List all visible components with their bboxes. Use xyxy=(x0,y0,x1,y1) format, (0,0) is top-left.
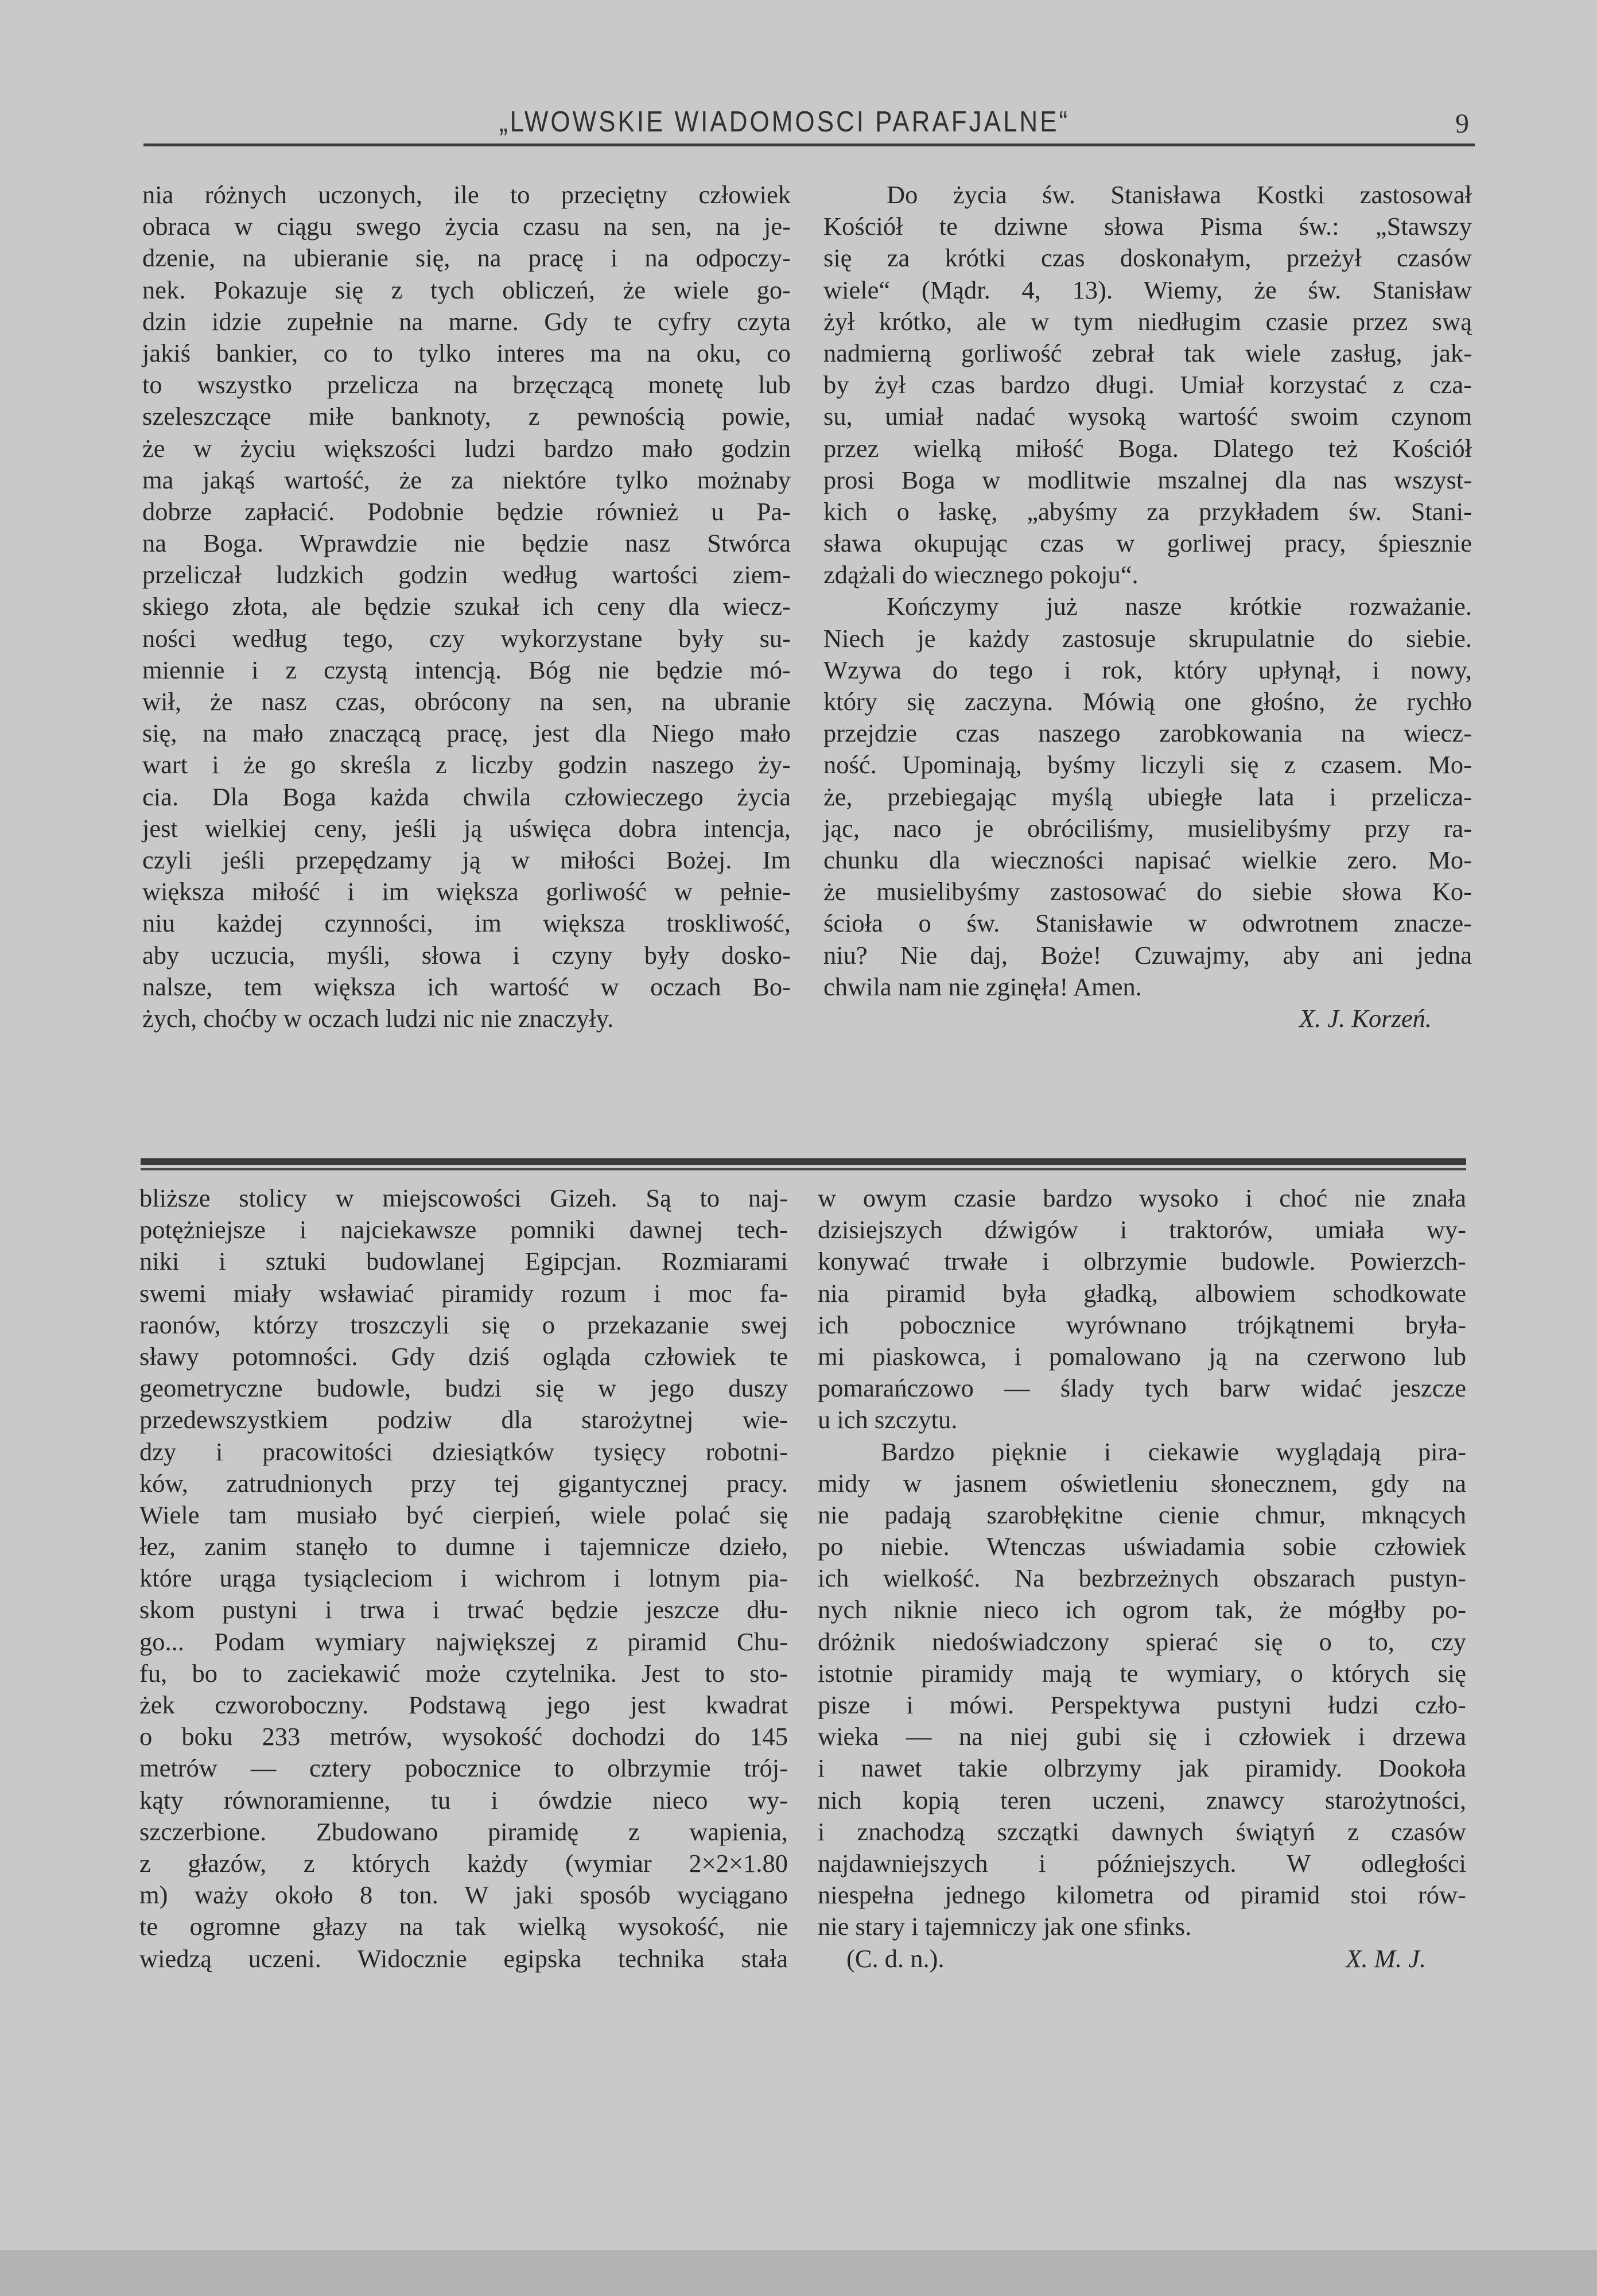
text-line: potężniejsze i najciekawsze pomniki dawnej tech- xyxy=(139,1215,788,1244)
text-line: wiedzą uczeni. Widocznie egipska technika stała xyxy=(139,1944,788,1973)
paragraph-start-line: Kończymy już nasze krótkie rozważanie. xyxy=(887,592,1472,621)
text-line: przejdzie czas naszego zarobkowania na wiecz- xyxy=(823,719,1472,748)
text-line: kich o łaskę, „abyśmy za przykładem św. Stani- xyxy=(823,497,1472,526)
text-line: jakiś bankier, co to tylko interes ma na oku, co xyxy=(142,338,791,367)
text-line: nia piramid była gładką, albowiem schodkowate xyxy=(818,1278,1466,1308)
top-left-column xyxy=(142,179,791,1034)
text-line: niki i sztuki budowlanej Egipcjan. Rozmiarami xyxy=(139,1247,788,1276)
text-line: cia. Dla Boga każda chwila człowieczego życia xyxy=(142,782,791,811)
text-line: dzenie, na ubieranie się, na pracę i na odpoczy- xyxy=(142,243,791,273)
text-line: dzin idzie zupełnie na marne. Gdy te cyfry czyta xyxy=(142,307,791,336)
text-line: chwila nam nie zginęła! Amen. xyxy=(823,972,1142,1001)
text-line: sławy potomności. Gdy dziś ogląda człowiek te xyxy=(139,1341,788,1371)
text-line: i znachodzą szczątki dawnych świątyń z czasów xyxy=(818,1817,1466,1846)
text-line: wart i że go skreśla z liczby godzin naszego ży- xyxy=(142,750,791,779)
text-line: najdawniejszych i późniejszych. W odległości xyxy=(818,1848,1466,1878)
text-line: m) waży około 8 ton. W jaki sposób wyciągano xyxy=(139,1880,788,1910)
text-line: Wiele tam musiało być cierpień, wiele polać się xyxy=(139,1500,788,1529)
text-line: midy w jasnem oświetleniu słonecznem, gdy na xyxy=(818,1468,1466,1498)
text-line: by żył czas bardzo długi. Umiał korzystać z cza- xyxy=(823,370,1472,400)
text-line: które urąga tysiącleciom i wichrom i lotnym pia- xyxy=(139,1564,788,1593)
top-right-column xyxy=(823,179,1472,1034)
text-line: skom pustyni i trwa i trwać będzie jeszcze dłu- xyxy=(139,1595,788,1624)
text-line: wiele“ (Mądr. 4, 13). Wiemy, że św. Stanisław xyxy=(823,275,1472,304)
text-line: większa miłość i im większa gorliwość w pełnie- xyxy=(142,877,791,906)
text-line: obraca w ciągu swego życia czasu na sen, na je- xyxy=(142,212,791,241)
text-line: ności według tego, czy wykorzystane były su- xyxy=(142,623,791,653)
continuation-note: (C. d. n.). xyxy=(846,1944,945,1973)
text-line: przeliczał ludzkich godzin według wartości ziem- xyxy=(142,560,791,589)
text-line: jest wielkiej ceny, jeśli ją uświęca dobra intencja, xyxy=(142,813,791,843)
page-number: 9 xyxy=(1455,108,1469,139)
text-line: to wszystko przelicza na brzęczącą monetę lub xyxy=(142,370,791,400)
text-line: ność. Upominają, byśmy liczyli się z czasem. Mo- xyxy=(823,750,1472,779)
text-line: dróżnik niedoświadczony spierać się o to, czy xyxy=(818,1627,1466,1656)
text-line: bliższe stolicy w miejscowości Gizeh. Są to naj- xyxy=(139,1184,788,1212)
text-line: Wzywa do tego i rok, który upłynął, i nowy, xyxy=(823,655,1472,684)
text-line: wieka — na niej gubi się i człowiek i drzewa xyxy=(818,1722,1466,1751)
text-line: przez wielką miłość Boga. Dlatego też Kościół xyxy=(823,433,1472,463)
text-line: na Boga. Wprawdzie nie będzie nasz Stwórca xyxy=(142,529,791,558)
text-line: ścioła o św. Stanisławie w odwrotnem znacze- xyxy=(823,909,1472,938)
text-line: konywać trwałe i olbrzymie budowle. Powierzch- xyxy=(818,1247,1466,1276)
text-line: się, na mało znaczącą pracę, jest dla Niego mało xyxy=(142,719,791,748)
text-line: nalsze, tem większa ich wartość w oczach Bo- xyxy=(142,972,791,1001)
text-line: z głazów, z których każdy (wymiar 2×2×1.80 xyxy=(139,1848,788,1878)
text-line: nia różnych uczonych, ile to przeciętny człowiek xyxy=(142,180,791,209)
publication-title: „LWOWSKIE WIADOMOSCI PARAFJALNE“ xyxy=(499,106,1070,138)
author-signature: X. M. J. xyxy=(1346,1944,1426,1973)
section-divider xyxy=(141,1158,1466,1170)
text-line: metrów — cztery pobocznice to olbrzymie trój- xyxy=(139,1754,788,1783)
text-line: kąty równoramienne, tu i ówdzie nieco wy- xyxy=(139,1785,788,1814)
text-line: nadmierną gorliwość zebrał tak wiele zasług, jak- xyxy=(823,338,1472,367)
bottom-right-column xyxy=(818,1182,1466,1975)
text-line: miennie i z czystą intencją. Bóg nie będzie mó- xyxy=(142,655,791,684)
text-line: fu, bo to zaciekawić może czytelnika. Jest to sto- xyxy=(139,1658,788,1688)
text-line: ma jakąś wartość, że za niektóre tylko możnaby xyxy=(142,465,791,494)
text-line: po niebie. Wtenczas uświadamia sobie człowiek xyxy=(818,1532,1466,1561)
text-line: geometryczne budowle, budzi się w jego duszy xyxy=(139,1374,788,1403)
text-line: prosi Boga w modlitwie mszalnej dla nas wszyst- xyxy=(823,465,1472,494)
text-line: chunku dla wieczności napisać wielkie zero. Mo- xyxy=(823,845,1472,874)
text-line: wił, że nasz czas, obrócony na sen, na ubranie xyxy=(142,687,791,716)
text-line: się za krótki czas doskonałym, przeżył czasów xyxy=(823,243,1472,273)
paragraph-start-line: Do życia św. Stanisława Kostki zastosował xyxy=(887,180,1472,209)
text-line: go... Podam wymiary największej z piramid Chu- xyxy=(139,1627,788,1656)
text-line: su, umiał nadać wysoką wartość swoim czynom xyxy=(823,402,1472,431)
bottom-left-column xyxy=(139,1182,788,1975)
text-line: nych niknie nieco ich ogrom tak, że mógłby po- xyxy=(818,1595,1466,1624)
text-line: w owym czasie bardzo wysoko i choć nie znała xyxy=(818,1184,1466,1212)
text-line: pisze i mówi. Perspektywa pustyni łudzi czło- xyxy=(818,1690,1466,1719)
text-line: swemi miały wsławiać piramidy rozum i moc fa- xyxy=(139,1278,788,1308)
text-line: jąc, naco je obróciliśmy, musielibyśmy przy ra- xyxy=(823,813,1472,843)
text-line: skiego złota, ale będzie szukał ich ceny dla wiecz- xyxy=(142,592,791,621)
text-line: te ogromne głazy na tak wielką wysokość, nie xyxy=(139,1912,788,1941)
text-line: że, przebiegając myślą ubiegłe lata i przelicza- xyxy=(823,782,1472,811)
text-line: nich kopią teren uczeni, znawcy starożytności, xyxy=(818,1785,1466,1814)
text-line: niu każdej czynności, im większa troskliwość, xyxy=(142,909,791,938)
text-line: istotnie piramidy mają te wymiary, o których się xyxy=(818,1658,1466,1688)
closing-row xyxy=(818,1943,1466,1975)
text-line: że musielibyśmy zastosować do siebie słowa Ko- xyxy=(823,877,1472,906)
text-line: u ich szczytu. xyxy=(818,1405,958,1434)
text-line: o boku 233 metrów, wysokość dochodzi do 145 xyxy=(139,1722,788,1751)
text-line: sława okupując czas w gorliwej pracy, śpiesznie xyxy=(823,529,1472,558)
text-line: żych, choćby w oczach ludzi nic nie znaczyły. xyxy=(142,1003,614,1033)
text-line: mi piaskowca, i pomalowano ją na czerwono lub xyxy=(818,1341,1466,1371)
text-line: który się zaczyna. Mówią one głośno, że rychło xyxy=(823,687,1472,716)
text-line: zdążali do wiecznego pokoju“. xyxy=(823,560,1139,589)
text-line: ków, zatrudnionych przy tej gigantycznej pracy. xyxy=(139,1468,788,1498)
text-line: przedewszystkiem podziw dla starożytnej wie- xyxy=(139,1405,788,1434)
text-line: nek. Pokazuje się z tych obliczeń, że wiele go- xyxy=(142,275,791,304)
text-line: nie padają szarobłękitne cienie chmur, mknących xyxy=(818,1500,1466,1529)
text-line: szeleszczące miłe banknoty, z pewnością powie, xyxy=(142,402,791,431)
scan-margin xyxy=(0,2250,1597,2296)
text-line: Kościół te dziwne słowa Pisma św.: „Stawszy xyxy=(823,212,1472,241)
text-line: i nawet takie olbrzymy jak piramidy. Dookoła xyxy=(818,1754,1466,1783)
text-line: dobrze zapłacić. Podobnie będzie również u Pa- xyxy=(142,497,791,526)
text-line: raonów, którzy troszczyli się o przekazanie swej xyxy=(139,1310,788,1339)
author-signature: X. J. Korzeń. xyxy=(1299,1003,1432,1033)
text-line: żył krótko, ale w tym niedługim czasie przez swą xyxy=(823,307,1472,336)
text-line: niespełna jednego kilometra od piramid stoi rów- xyxy=(818,1880,1466,1910)
text-line: łez, zanim stanęło to dumne i tajemnicze dzieło, xyxy=(139,1532,788,1561)
text-line: czyli jeśli przepędzamy ją w miłości Bożej. Im xyxy=(142,845,791,874)
text-line: dzy i pracowitości dziesiątków tysięcy robotni- xyxy=(139,1437,788,1466)
text-line: ich pobocznice wyrównano trójkątnemi bryła- xyxy=(818,1310,1466,1339)
running-header xyxy=(143,98,1475,149)
text-line: że w życiu większości ludzi bardzo mało godzin xyxy=(142,433,791,463)
text-line: pomarańczowo — ślady tych barw widać jeszcze xyxy=(818,1374,1466,1403)
text-line: Niech je każdy zastosuje skrupulatnie do siebie. xyxy=(823,623,1472,653)
text-line: ich wielkość. Na bezbrzeżnych obszarach pustyn- xyxy=(818,1564,1466,1593)
text-line: nie stary i tajemniczy jak one sfinks. xyxy=(818,1912,1192,1941)
header-rule xyxy=(143,144,1475,146)
text-line: dzisiejszych dźwigów i traktorów, umiała wy- xyxy=(818,1215,1466,1244)
text-line: niu? Nie daj, Boże! Czuwajmy, aby ani jedna xyxy=(823,940,1472,969)
text-line: żek czworoboczny. Podstawą jego jest kwadrat xyxy=(139,1690,788,1719)
text-line: aby uczucia, myśli, słowa i czyny były dosko- xyxy=(142,940,791,969)
text-line: szczerbione. Zbudowano piramidę z wapienia, xyxy=(139,1817,788,1846)
paragraph-start-line: Bardzo pięknie i ciekawie wyglądają pira- xyxy=(881,1437,1466,1466)
